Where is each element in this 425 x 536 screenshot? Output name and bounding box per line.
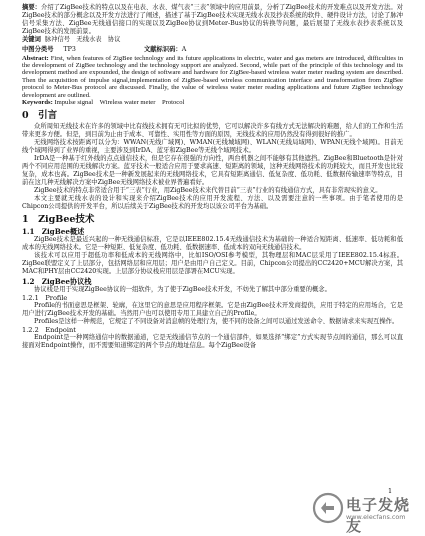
abstract-cn-label: 摘要：: [22, 4, 42, 11]
clc-value: TP3: [63, 45, 76, 53]
section-1-2-1-heading: 1.2.1 Profile: [22, 293, 68, 302]
section-0-paragraph: IrDA是一种基于红外线的点点通信技术，但是它存在很强的方向性，两台机器之间不能够有其他遮挡。ZigBee和Bluetooth是针对两个不同应用范围的无线解决方案。蓝牙技术一般适合应用于要求高速、短距离的领域，这种无线网络技术的功耗较大，而且开发也比较复杂，成本也高。ZigBee技术是一种新发展起来的无线网络技术，它具有短距离通信、低复杂度、低功耗、低数据传输速率等特点，目前在这几种无线解决方案中ZigBee无线网络技术被业界普遍看好。: [22, 155, 403, 186]
section-1-2-1-paragraph: Profile的书面意思是框架、轮廓，在这里它的意思是应用程序框架。它是由ZigBee技术开发商提供，应用于特定的应用场合，它是用户进行ZigBee技术开发的基础。当然用户也可以使用专用工具建立自己的Profile。: [22, 301, 403, 317]
section-1-1-heading: 1.1 ZigBee概述: [22, 227, 85, 237]
section-1-2-2-paragraph: Endpoint是一种网络通信中的数据通道，它是无线通信节点的一个通信部件，如果选择“绑定”方式实现节点间的通信，那么可以直接面对Endpoint操作，而不需要知道绑定的两个节点的地址信息。每个ZigBee设备: [22, 333, 403, 349]
watermark-icon: [312, 492, 344, 524]
watermark-text: 电子发烧友: [346, 496, 411, 535]
doc-code-value: A: [181, 45, 187, 53]
section-1-2-paragraph: 协议栈是用于实现ZigBee协议的一组软件，为了使于ZigBee技术开发，不妨先了解其中部分重要的概念。: [34, 285, 331, 293]
watermark-url: www.elecfans.com: [346, 513, 406, 521]
abstract-en: [22, 55, 403, 99]
abstract-cn: [22, 4, 403, 36]
keywords-cn-label: 关键词: [22, 35, 41, 43]
abstract-cn-text: 介绍了ZigBee技术的特点以及在电表、水表、煤气表“三表”领域中的应用前景，分析了ZigBee技术的开发难点以及开发方法。对ZigBee技术的部分概念以及开发方法进行了阐述，描述了基于ZigBee技术实现无线水表及抄表系统的软件、硬件设计方法，讨论了脉冲信号采集方法、ZigBee无线通信接口的实现以及ZigBee协议到Meter-Bus协议的转换等问题，最后展望了无线水表抄表系统以及ZigBee技术的发展前景。: [22, 4, 403, 35]
section-1-2-1-paragraph: Profiles是这样一种规范，它规定了不同设备对消息帧的处理行为，使不同的设备之间可以通过发送命令、数据请求来实现互操作。: [34, 317, 399, 325]
section-1-2-2-heading: 1.2.2 Endpoint: [22, 325, 76, 334]
keywords-en: [22, 99, 403, 106]
keywords-en-text: Impulse signal Wireless water meter Protocol: [54, 99, 185, 107]
abstract-en-text: First, when features of ZigBee technology and its future applications in electric, water and gas meters are introduced, difficulties in the development of ZigBee technology and the technology support are analyzed. Second, while part of the principle of this technology and its development method are expounded, the design of software and hardware for ZigBee-based wireless water meter reading system are described. Then the acquisition of impulse signal,implementation of ZigBee-based wireless communication interface and transformation from ZigBee protocol to Meter-Bus protocol are discussed. Finally, the value of wireless water meter reading applications and future ZigBee technology development are outlined.: [22, 54, 403, 99]
section-1-1-paragraph: 该技术可以应用于超低功率和低成本的无线网络中，比如ISO/OSI参考模型，其物理层和MAC层采用了IEEE802.15.4标准。ZigBee联盟定义了上层部分，包括网络层和应用层；用户是由用户自己定义。目前，Chipcon公司提出的CC2420+MCU解决方案，其MAC和PHY层由CC2420实现。上层部分协议栈应用层是部署在MCU实现。: [22, 252, 403, 276]
keywords-cn: [22, 36, 403, 44]
document-page: [22, 4, 403, 349]
section-0-paragraph: 众所周知无线技术在许多的领域中比有线技术拥有无可比拟的优势，它可以解决许多有线方式无法解决的难题，给人们的工作和生活带来更多方便。但是，到目前为止由于成本、可靠性、实用性等方面的原因，无线技术的应用仍然没有得到很好的推广。: [22, 123, 403, 139]
abstract-en-label: Abstract:: [22, 54, 49, 62]
section-0-paragraph: 无线网络技术按距离可以分为：WWAN(无线广域网)、WMAN(无线城域网)、WLAN(无线局域网)、WPAN(无线个域网)。目前无线个域网得到了业界的重视，主要涉及到IrDA、蓝牙和ZigBee等无线个域网技术。: [22, 139, 403, 155]
keywords-en-label: Keywords:: [22, 99, 53, 107]
section-1-heading: 1 ZigBee技术: [22, 214, 95, 226]
section-0-paragraph: 本文主要就无线水表的设计和实现来介绍ZigBee技术的应用开发流程、方法、以及需要注意的一些事项。由于笔者使用的是Chipcon公司提供的开发平台，所以后续关于ZigBee技术的开发均以该公司平台为基础。: [22, 194, 403, 210]
section-0-paragraph: ZigBee技术的特点非常适合用于“三表”行业，用ZigBee技术来代替目前“三表”行业的有线通信方式，具有非常现实的意义。: [34, 186, 382, 194]
page-number: 1: [388, 487, 393, 495]
keywords-cn-text: 脉冲信号 无线水表 协议: [44, 35, 121, 43]
section-0-heading: 0 引言: [22, 110, 58, 122]
section-1-2-heading: 1.2 ZigBee协议栈: [22, 276, 92, 286]
clc-label: 中图分类号: [22, 45, 54, 53]
watermark-logo: [312, 492, 418, 535]
section-1-1-paragraph: ZigBee技术是最近兴起的一种无线通信标准，它是以IEEE802.15.4无线通信技术为基础的一种适合短距离、低速率、低功耗和低成本的无线网络技术。它是一种短距、低复杂度、低功耗、低数据速率、低成本的双向无线通信技术。: [22, 236, 403, 252]
doc-code-label: 文献标识码：: [143, 45, 182, 53]
classification-row: [22, 46, 403, 54]
